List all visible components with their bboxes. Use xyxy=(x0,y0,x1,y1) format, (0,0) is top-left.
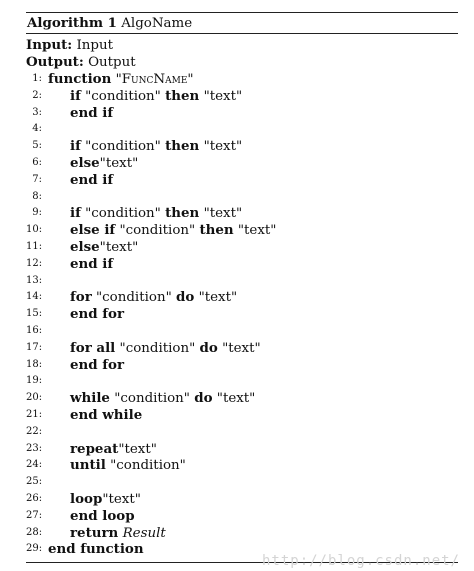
line-text: "condition" xyxy=(114,391,190,407)
algorithm-line xyxy=(26,205,458,222)
line-text: "FuncName" xyxy=(115,72,194,87)
keyword: end for xyxy=(70,306,125,323)
keyword: end loop xyxy=(70,507,135,524)
keyword: then xyxy=(165,205,200,222)
line-number: 1: xyxy=(32,73,42,84)
algorithm-line xyxy=(26,441,458,458)
keyword: do xyxy=(199,339,218,356)
line-number: 3: xyxy=(32,106,42,118)
algorithm-line xyxy=(26,306,458,323)
keyword: else xyxy=(70,238,100,255)
keyword: end if xyxy=(70,255,114,272)
algorithm-line xyxy=(26,424,458,441)
line-number: 26: xyxy=(26,492,43,504)
algorithm-line xyxy=(26,273,458,290)
line-text: "condition" xyxy=(110,458,186,474)
line-code xyxy=(70,340,261,358)
algorithm-line xyxy=(26,340,458,357)
output-line xyxy=(26,54,458,71)
line-code xyxy=(70,256,113,274)
keyword: end function xyxy=(48,541,144,558)
keyword: for all xyxy=(70,339,116,356)
line-text: "condition" xyxy=(85,139,161,155)
keyword: loop xyxy=(70,490,103,507)
output-value: Output xyxy=(88,55,136,70)
line-text: "text" xyxy=(99,155,139,171)
line-code xyxy=(70,457,186,475)
line-number: 17: xyxy=(26,341,43,353)
line-code xyxy=(70,390,255,408)
algorithm-caption xyxy=(26,13,458,33)
line-number: 22: xyxy=(26,425,43,437)
algorithm-line xyxy=(26,121,458,138)
keyword: end if xyxy=(70,104,114,121)
line-number: 2: xyxy=(32,89,42,101)
algorithm-lines xyxy=(26,71,458,558)
keyword: do xyxy=(176,289,195,306)
line-number: 11: xyxy=(26,240,43,252)
line-number: 4: xyxy=(32,123,42,135)
algorithm-line xyxy=(26,172,458,189)
algorithm-line xyxy=(26,105,458,122)
keyword: end if xyxy=(70,171,114,188)
algorithm-line xyxy=(26,239,458,256)
keyword: else if xyxy=(70,222,116,239)
line-number: 6: xyxy=(32,156,42,168)
keyword: return xyxy=(70,524,119,541)
line-code xyxy=(70,491,141,509)
algorithm-line xyxy=(26,138,458,155)
keyword: if xyxy=(70,87,81,104)
line-code xyxy=(70,222,276,240)
line-text: Result xyxy=(122,525,166,541)
caption-label: Algorithm 1 xyxy=(27,15,117,31)
line-number: 10: xyxy=(26,224,43,236)
line-number: 18: xyxy=(26,358,43,370)
algorithm-line xyxy=(26,357,458,374)
algorithm-line xyxy=(26,323,458,340)
line-text: "condition" xyxy=(96,290,172,306)
caption-name: AlgoName xyxy=(121,16,193,31)
line-number: 20: xyxy=(26,392,43,404)
algorithm-line xyxy=(26,491,458,508)
line-number: 21: xyxy=(26,408,43,420)
line-text: "text" xyxy=(237,223,277,239)
line-number: 8: xyxy=(32,190,42,202)
line-number: 9: xyxy=(32,207,42,219)
line-number: 27: xyxy=(26,509,43,521)
algorithm-line xyxy=(26,155,458,172)
keyword: until xyxy=(70,457,106,474)
keyword: if xyxy=(70,205,81,222)
keyword: then xyxy=(165,138,200,155)
line-code xyxy=(70,172,113,190)
line-code xyxy=(48,71,194,89)
keyword: repeat xyxy=(70,440,119,457)
line-number: 15: xyxy=(26,308,43,320)
line-text: "text" xyxy=(203,206,243,222)
keyword: function xyxy=(48,71,112,87)
line-code xyxy=(48,541,144,559)
line-number: 25: xyxy=(26,476,43,488)
keyword: then xyxy=(199,222,234,239)
line-text: "text" xyxy=(99,239,139,255)
line-code xyxy=(70,138,242,156)
line-code xyxy=(70,205,242,223)
line-text: "text" xyxy=(118,441,157,457)
line-code xyxy=(70,88,242,106)
line-code xyxy=(70,289,237,307)
line-text: "text" xyxy=(102,491,141,507)
input-line xyxy=(26,37,458,54)
algorithm-block xyxy=(26,12,458,563)
keyword: end while xyxy=(70,406,143,423)
keyword: end for xyxy=(70,356,125,373)
line-number: 24: xyxy=(26,459,43,471)
algorithm-line xyxy=(26,222,458,239)
algorithm-line xyxy=(26,373,458,390)
line-number: 12: xyxy=(26,257,43,269)
line-number: 28: xyxy=(26,526,43,538)
algorithm-line xyxy=(26,508,458,525)
line-code xyxy=(70,441,157,459)
caption-rule xyxy=(26,33,458,34)
line-text: "text" xyxy=(222,340,261,356)
algorithm-line xyxy=(26,189,458,206)
algorithm-line xyxy=(26,289,458,306)
output-label: Output: xyxy=(26,54,84,70)
line-text: "condition" xyxy=(119,340,196,356)
line-code xyxy=(70,407,142,425)
line-code xyxy=(70,105,113,123)
algorithm-line xyxy=(26,474,458,491)
line-text: "condition" xyxy=(85,206,161,222)
line-text: "condition" xyxy=(85,88,161,104)
line-number: 16: xyxy=(26,324,43,336)
algorithm-line xyxy=(26,390,458,407)
watermark: http://blog.csdn.net/ xyxy=(261,553,460,569)
line-text: "text" xyxy=(203,139,243,155)
algorithm-line xyxy=(26,256,458,273)
line-code xyxy=(70,357,124,375)
algorithm-line xyxy=(26,525,458,542)
line-text: "condition" xyxy=(119,223,196,239)
line-number: 19: xyxy=(26,375,43,387)
algorithm-line xyxy=(26,71,458,88)
keyword: do xyxy=(194,390,213,407)
line-text: "text" xyxy=(216,391,256,407)
keyword: if xyxy=(70,138,81,155)
algorithm-line xyxy=(26,407,458,424)
line-text: "text" xyxy=(198,290,238,306)
line-code xyxy=(70,525,166,543)
keyword: for xyxy=(70,289,92,306)
line-number: 7: xyxy=(32,173,42,185)
input-value: Input xyxy=(76,38,113,53)
line-code xyxy=(70,306,124,324)
line-number: 13: xyxy=(26,274,43,286)
line-number: 14: xyxy=(26,291,43,303)
keyword: else xyxy=(70,154,100,171)
algorithm-line xyxy=(26,88,458,105)
keyword: while xyxy=(70,390,110,407)
line-number: 23: xyxy=(26,442,43,454)
line-code xyxy=(70,155,138,173)
line-code xyxy=(70,508,135,526)
line-number: 29: xyxy=(26,543,43,555)
line-code xyxy=(70,239,138,257)
line-text: "text" xyxy=(203,88,243,104)
input-label: Input: xyxy=(26,37,73,53)
line-number: 5: xyxy=(32,140,42,152)
keyword: then xyxy=(165,87,200,104)
algorithm-line xyxy=(26,457,458,474)
